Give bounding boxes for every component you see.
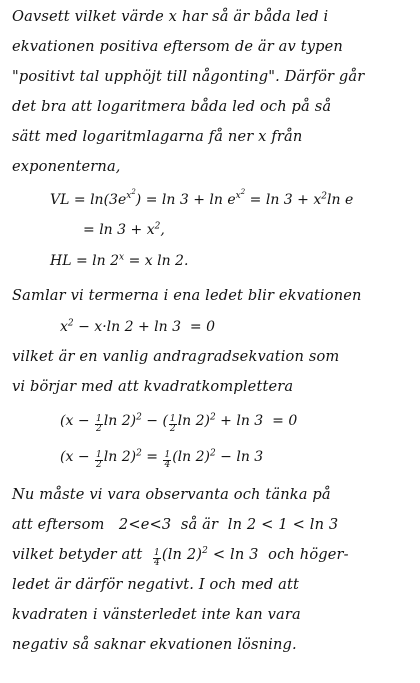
text-line: ekvationen positiva eftersom de är av typen (12, 38, 343, 55)
text-line: Oavsett vilket värde x har så är båda led i (12, 8, 329, 25)
quadratic-equation: $x^2 - x\cdot\ln$ 2 + ln 3 = 0 (60, 318, 216, 335)
vl-derivation-line: VL = $\ln(3e^{x^2}) = \ln 3 + \ln e^{x^2} = \ln 3 + x^2\ln$ e (50, 188, 354, 208)
hl-derivation-line: HL = ln 2$^x$ = x ln 2. (50, 252, 189, 269)
text-line: ledet är därför negativt. I och med att (12, 576, 300, 593)
text-line: negativ så saknar ekvationen lösning. (12, 636, 297, 653)
completed-square-line: (x − $\frac{1}{2}$ ln 2)$^2$ − ( $\frac{1}{2}$ ln 2)$^2$ + ln 3 = 0 (60, 412, 298, 434)
text-line: sätt med logaritmlagarna få ner x från (12, 128, 303, 145)
text-line: vilket är en vanlig andragradsekvation som (12, 348, 340, 365)
text-line: vi börjar med att kvadratkomplettera (12, 378, 294, 395)
text-line: Samlar vi termerna i ena ledet blir ekvationen (12, 287, 362, 304)
inequality-text-line: vilket betyder att $\frac{1}{4}$ (ln 2)$^2$ < ln 3 och höger- (12, 546, 349, 568)
vl-result-line: = $\ln 3 + x^2$, (83, 221, 165, 238)
rearranged-square-line: (x − $\frac{1}{2}$ ln 2)$^2$ = $\frac{1}{4}$ (ln 2)$^2$ − ln 3 (60, 448, 264, 470)
text-line: det bra att logaritmera båda led och på så (12, 98, 332, 115)
inequality-text-line: att eftersom 2<e<3 så är ln 2 < 1 < ln 3 (12, 516, 339, 533)
text-line: exponenterna, (12, 158, 121, 175)
text-line: "positivt tal upphöjt till någonting". Därför går (12, 68, 365, 85)
text-line: kvadraten i vänsterledet inte kan vara (12, 606, 301, 623)
text-line: Nu måste vi vara observanta och tänka på (12, 486, 331, 503)
